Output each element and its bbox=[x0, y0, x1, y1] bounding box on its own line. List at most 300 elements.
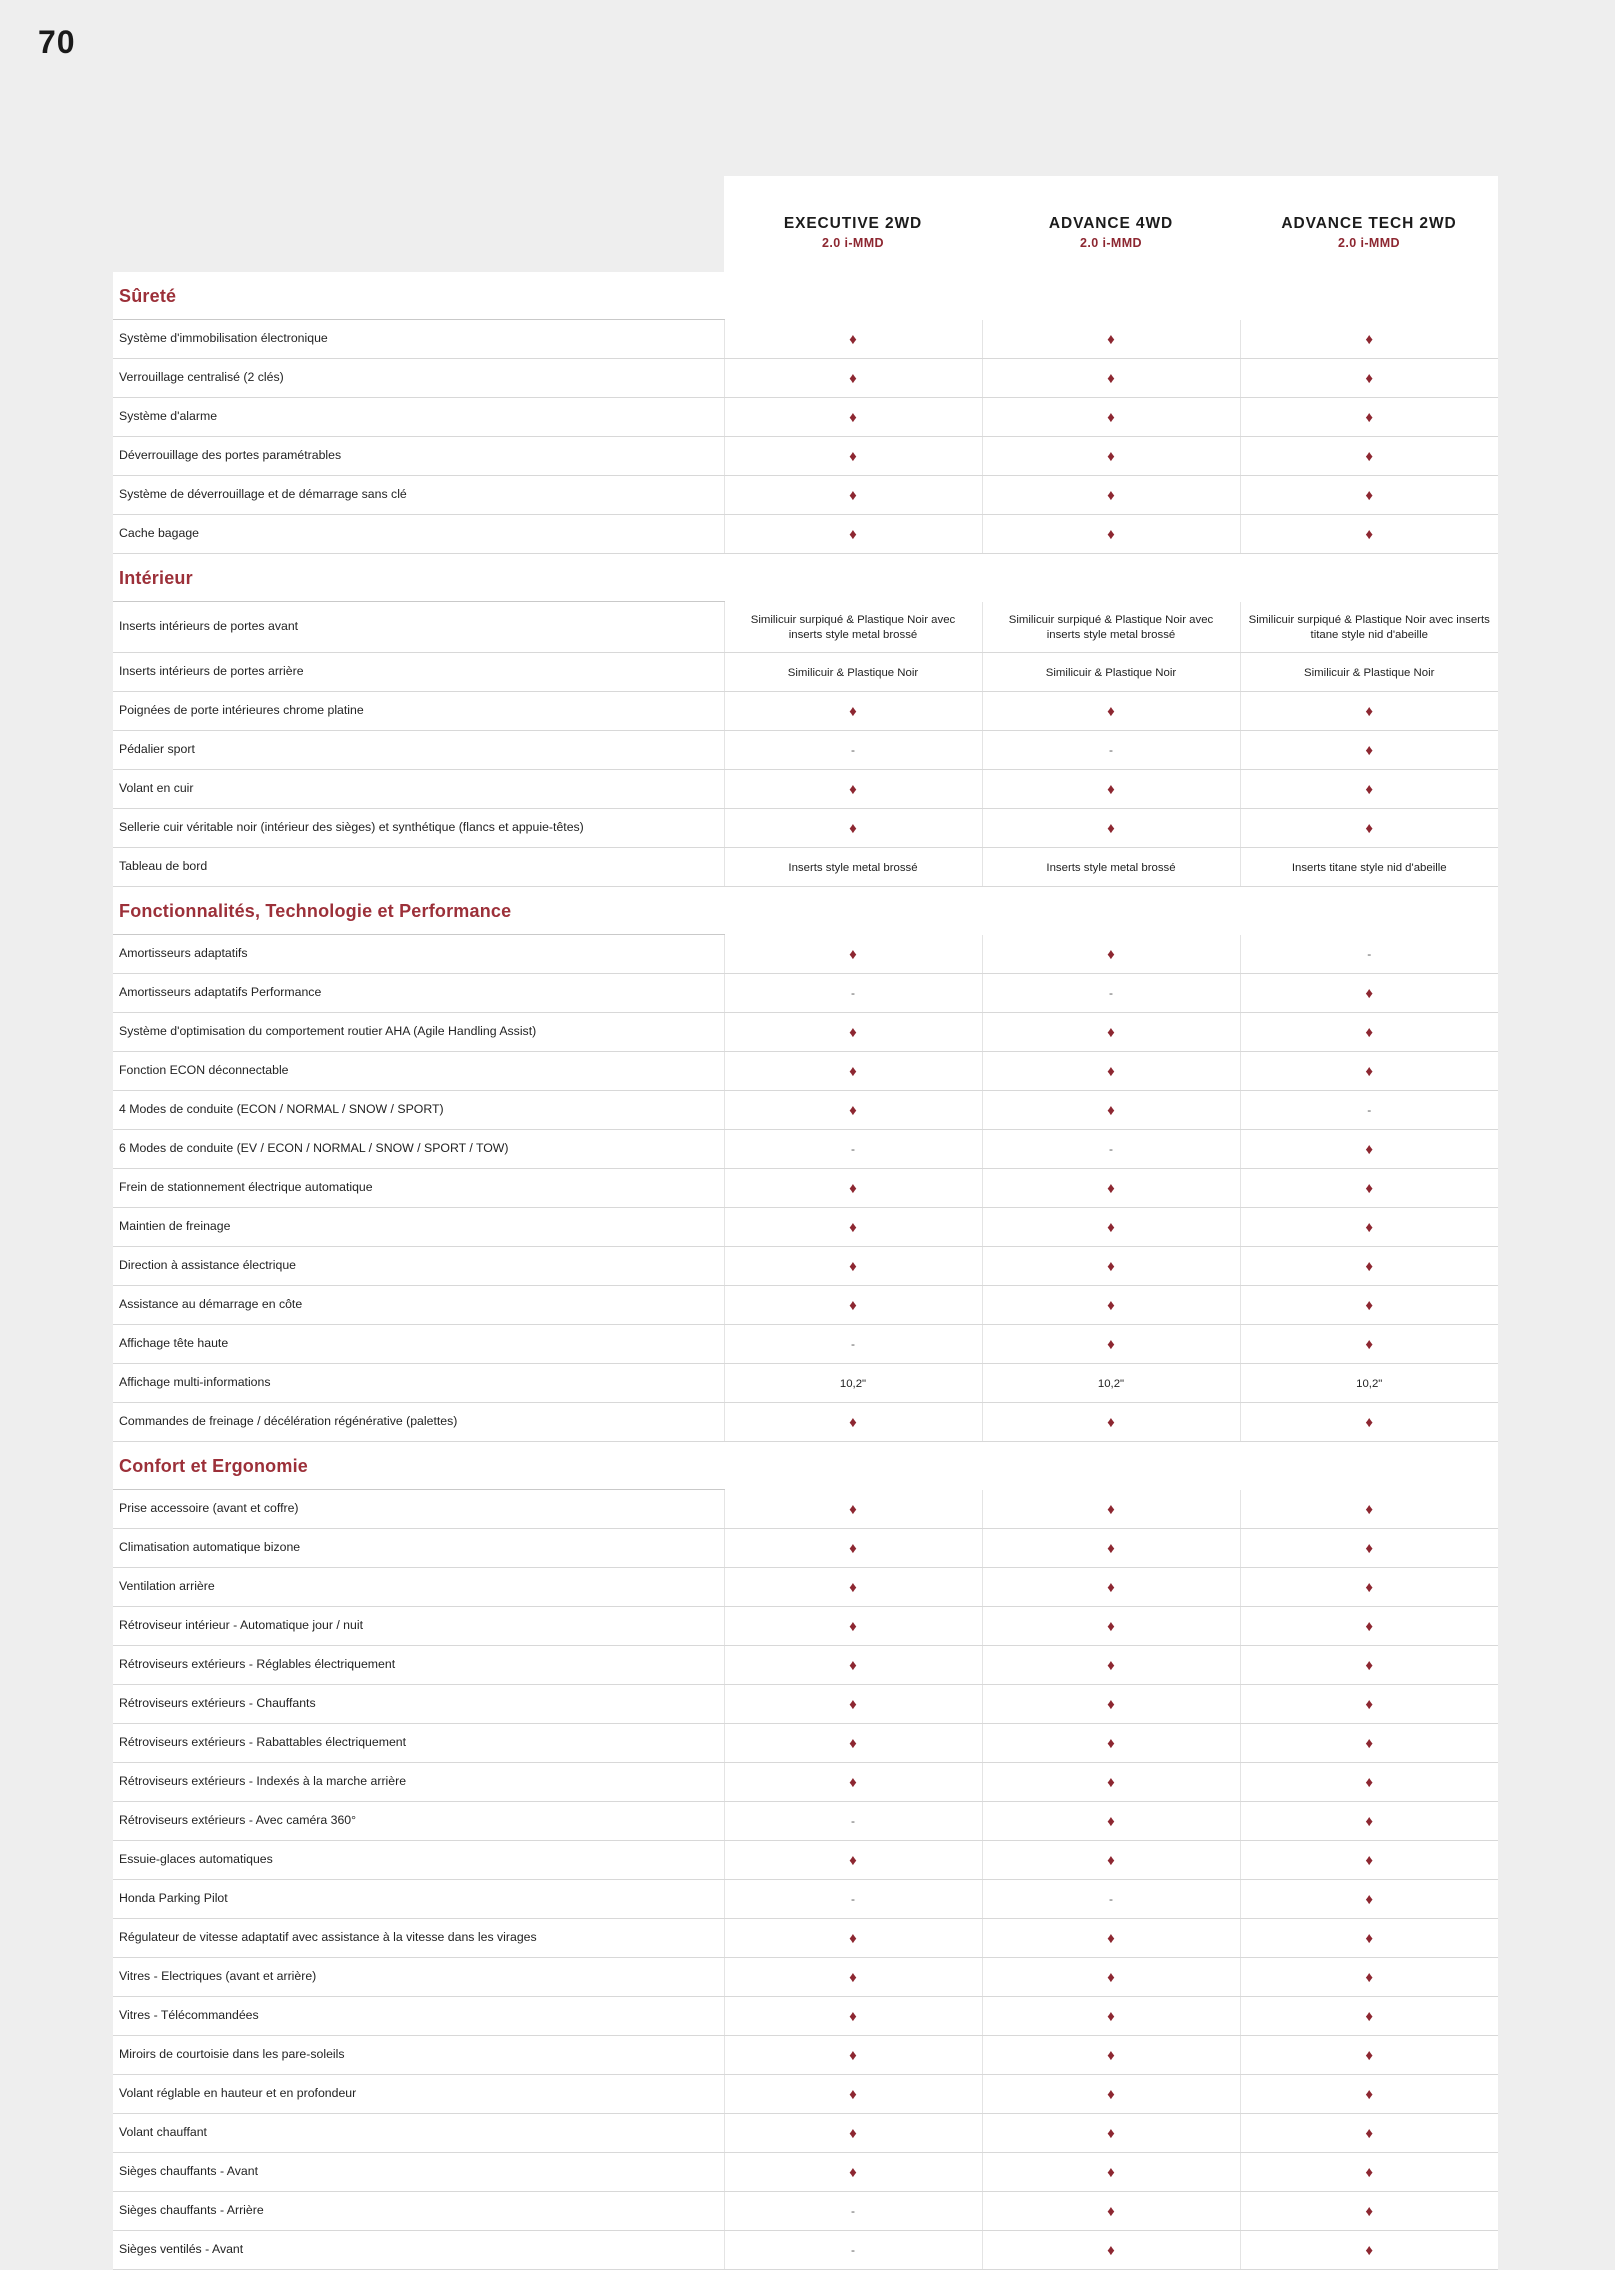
variant-title: ADVANCE 4WD bbox=[1048, 215, 1174, 232]
feature-value bbox=[1240, 1490, 1498, 1529]
feature-label: Vitres - Télécommandées bbox=[113, 1997, 724, 2036]
included-marker-icon: ♦ bbox=[1365, 1969, 1374, 1987]
feature-label: Volant en cuir bbox=[113, 770, 724, 809]
feature-value bbox=[1240, 515, 1498, 554]
feature-label: Cache bagage bbox=[113, 515, 724, 554]
included-marker-icon: ♦ bbox=[849, 1102, 857, 1120]
feature-value bbox=[1240, 359, 1498, 398]
not-available-marker: - bbox=[1367, 946, 1372, 961]
header-feature-blank bbox=[113, 176, 724, 272]
included-marker-icon: ♦ bbox=[1107, 1930, 1115, 1948]
feature-label: Amortisseurs adaptatifs bbox=[113, 935, 724, 974]
included-marker-icon: ♦ bbox=[1365, 487, 1374, 505]
variant-engine: 2.0 i-MMD bbox=[822, 236, 884, 251]
feature-value bbox=[1240, 974, 1498, 1013]
feature-value bbox=[724, 1364, 982, 1403]
feature-value bbox=[724, 2153, 982, 2192]
feature-label: Régulateur de vitesse adaptatif avec assistance à la vitesse dans les virages bbox=[113, 1919, 724, 1958]
feature-value bbox=[982, 1247, 1240, 1286]
feature-label: Prise accessoire (avant et coffre) bbox=[113, 1490, 724, 1529]
feature-label: Inserts intérieurs de portes arrière bbox=[113, 653, 724, 692]
table-row bbox=[113, 1763, 1498, 1802]
feature-value bbox=[1240, 437, 1498, 476]
feature-value bbox=[982, 1685, 1240, 1724]
variant-title: ADVANCE TECH 2WD bbox=[1281, 215, 1457, 232]
feature-value bbox=[724, 1997, 982, 2036]
feature-value bbox=[724, 1802, 982, 1841]
table-row bbox=[113, 1880, 1498, 1919]
feature-value bbox=[982, 1403, 1240, 1442]
feature-value bbox=[1240, 1607, 1498, 1646]
included-marker-icon: ♦ bbox=[1107, 781, 1115, 799]
feature-value bbox=[724, 770, 982, 809]
included-marker-icon: ♦ bbox=[1107, 1102, 1115, 1120]
spec-table-body bbox=[113, 272, 1498, 2270]
included-marker-icon: ♦ bbox=[1365, 1657, 1374, 1675]
feature-value bbox=[982, 1841, 1240, 1880]
included-marker-icon: ♦ bbox=[1107, 409, 1115, 427]
feature-value bbox=[724, 1685, 982, 1724]
feature-value bbox=[1240, 320, 1498, 359]
included-marker-icon: ♦ bbox=[1107, 448, 1115, 466]
section-title: Fonctionnalités, Technologie et Performance bbox=[113, 887, 724, 935]
included-marker-icon: ♦ bbox=[1365, 2164, 1374, 2182]
included-marker-icon: ♦ bbox=[1107, 2125, 1115, 2143]
included-marker-icon: ♦ bbox=[1365, 331, 1374, 349]
included-marker-icon: ♦ bbox=[1107, 2008, 1115, 2026]
feature-value bbox=[982, 1169, 1240, 1208]
table-row bbox=[113, 398, 1498, 437]
table-row bbox=[113, 359, 1498, 398]
page-number: 70 bbox=[38, 24, 76, 60]
section-header-row bbox=[113, 554, 1498, 602]
feature-value bbox=[1240, 2192, 1498, 2231]
feature-value bbox=[724, 1529, 982, 1568]
included-marker-icon: ♦ bbox=[1107, 2242, 1115, 2260]
included-marker-icon: ♦ bbox=[1107, 1852, 1115, 1870]
included-marker-icon: ♦ bbox=[1107, 487, 1115, 505]
feature-value bbox=[724, 1403, 982, 1442]
feature-value bbox=[724, 974, 982, 1013]
included-marker-icon: ♦ bbox=[1107, 526, 1115, 544]
included-marker-icon: ♦ bbox=[849, 1297, 857, 1315]
not-available-marker: - bbox=[1109, 1891, 1113, 1906]
feature-value bbox=[982, 515, 1240, 554]
feature-value bbox=[1240, 1568, 1498, 1607]
table-row bbox=[113, 1091, 1498, 1130]
feature-value bbox=[1240, 1403, 1498, 1442]
feature-value bbox=[724, 809, 982, 848]
not-available-marker: - bbox=[1109, 742, 1113, 757]
feature-label: Maintien de freinage bbox=[113, 1208, 724, 1247]
included-marker-icon: ♦ bbox=[849, 331, 857, 349]
included-marker-icon: ♦ bbox=[849, 2047, 857, 2065]
feature-value bbox=[1240, 1919, 1498, 1958]
feature-value bbox=[982, 2114, 1240, 2153]
included-marker-icon: ♦ bbox=[1107, 2086, 1115, 2104]
feature-value bbox=[982, 2153, 1240, 2192]
included-marker-icon: ♦ bbox=[849, 2008, 857, 2026]
feature-value bbox=[1240, 1247, 1498, 1286]
not-available-marker: - bbox=[1367, 1102, 1372, 1117]
value-text: 10,2" bbox=[1356, 1377, 1383, 1390]
feature-value bbox=[724, 515, 982, 554]
included-marker-icon: ♦ bbox=[1107, 946, 1115, 964]
value-text: 10,2" bbox=[1097, 1377, 1125, 1390]
included-marker-icon: ♦ bbox=[1107, 331, 1115, 349]
feature-value bbox=[724, 1208, 982, 1247]
feature-value bbox=[1240, 2075, 1498, 2114]
feature-value bbox=[1240, 1364, 1498, 1403]
feature-value bbox=[1240, 1997, 1498, 2036]
feature-label: Déverrouillage des portes paramétrables bbox=[113, 437, 724, 476]
feature-label: Amortisseurs adaptatifs Performance bbox=[113, 974, 724, 1013]
included-marker-icon: ♦ bbox=[1365, 1414, 1374, 1432]
included-marker-icon: ♦ bbox=[1365, 1258, 1374, 1276]
feature-value bbox=[1240, 692, 1498, 731]
feature-label: Système d'alarme bbox=[113, 398, 724, 437]
included-marker-icon: ♦ bbox=[1107, 703, 1115, 721]
table-row bbox=[113, 770, 1498, 809]
included-marker-icon: ♦ bbox=[1365, 1579, 1374, 1597]
feature-value bbox=[724, 1169, 982, 1208]
included-marker-icon: ♦ bbox=[1107, 1180, 1115, 1198]
table-row bbox=[113, 653, 1498, 692]
not-available-marker: - bbox=[851, 1336, 855, 1351]
variant-header-2 bbox=[982, 176, 1240, 272]
included-marker-icon: ♦ bbox=[849, 1063, 857, 1081]
included-marker-icon: ♦ bbox=[1107, 1735, 1115, 1753]
feature-value bbox=[1240, 2114, 1498, 2153]
included-marker-icon: ♦ bbox=[1107, 2047, 1115, 2065]
value-text: Similicuir & Plastique Noir bbox=[1045, 666, 1177, 679]
included-marker-icon: ♦ bbox=[1365, 1774, 1374, 1792]
included-marker-icon: ♦ bbox=[849, 1414, 857, 1432]
feature-value bbox=[982, 653, 1240, 692]
included-marker-icon: ♦ bbox=[1365, 1501, 1374, 1519]
included-marker-icon: ♦ bbox=[1365, 1540, 1374, 1558]
included-marker-icon: ♦ bbox=[849, 1969, 857, 1987]
feature-value bbox=[982, 1364, 1240, 1403]
section-header-filler bbox=[724, 887, 1498, 935]
included-marker-icon: ♦ bbox=[849, 1696, 857, 1714]
not-available-marker: - bbox=[851, 2203, 855, 2218]
feature-value bbox=[982, 1208, 1240, 1247]
included-marker-icon: ♦ bbox=[1365, 1219, 1374, 1237]
table-row bbox=[113, 935, 1498, 974]
feature-value bbox=[1240, 476, 1498, 515]
included-marker-icon: ♦ bbox=[849, 370, 857, 388]
feature-label: Frein de stationnement électrique automatique bbox=[113, 1169, 724, 1208]
feature-label: Sièges chauffants - Arrière bbox=[113, 2192, 724, 2231]
feature-value bbox=[1240, 809, 1498, 848]
table-row bbox=[113, 2192, 1498, 2231]
feature-value bbox=[724, 1247, 982, 1286]
feature-value bbox=[982, 848, 1240, 887]
table-row bbox=[113, 848, 1498, 887]
not-available-marker: - bbox=[1109, 985, 1113, 1000]
table-row bbox=[113, 2075, 1498, 2114]
feature-value bbox=[982, 1013, 1240, 1052]
included-marker-icon: ♦ bbox=[1107, 1618, 1115, 1636]
included-marker-icon: ♦ bbox=[1107, 2164, 1115, 2182]
included-marker-icon: ♦ bbox=[1365, 781, 1374, 799]
section-header-filler bbox=[724, 272, 1498, 320]
feature-label: Sellerie cuir véritable noir (intérieur des sièges) et synthétique (flancs et appuie-têtes) bbox=[113, 809, 724, 848]
included-marker-icon: ♦ bbox=[1365, 2008, 1374, 2026]
feature-value bbox=[982, 1568, 1240, 1607]
value-text: Similicuir surpiqué & Plastique Noir avec inserts titane style nid d'abeille bbox=[1248, 613, 1490, 642]
table-row bbox=[113, 1568, 1498, 1607]
included-marker-icon: ♦ bbox=[849, 409, 857, 427]
table-row bbox=[113, 602, 1498, 653]
feature-label: Commandes de freinage / décélération régénérative (palettes) bbox=[113, 1403, 724, 1442]
feature-value bbox=[1240, 1130, 1498, 1169]
included-marker-icon: ♦ bbox=[849, 1735, 857, 1753]
included-marker-icon: ♦ bbox=[849, 703, 857, 721]
feature-value bbox=[1240, 2153, 1498, 2192]
feature-value bbox=[724, 320, 982, 359]
table-row bbox=[113, 1607, 1498, 1646]
value-text: Inserts style metal brossé bbox=[1046, 861, 1176, 874]
value-text: Inserts titane style nid d'abeille bbox=[1291, 861, 1447, 874]
feature-value bbox=[1240, 653, 1498, 692]
feature-value bbox=[724, 398, 982, 437]
feature-label: Rétroviseurs extérieurs - Réglables électriquement bbox=[113, 1646, 724, 1685]
not-available-marker: - bbox=[1109, 1141, 1113, 1156]
included-marker-icon: ♦ bbox=[1365, 1696, 1374, 1714]
feature-label: Vitres - Electriques (avant et arrière) bbox=[113, 1958, 724, 1997]
included-marker-icon: ♦ bbox=[849, 2164, 857, 2182]
section-header-row bbox=[113, 1442, 1498, 1490]
feature-value bbox=[982, 1802, 1240, 1841]
included-marker-icon: ♦ bbox=[849, 1774, 857, 1792]
included-marker-icon: ♦ bbox=[1365, 2086, 1374, 2104]
value-text: Similicuir & Plastique Noir bbox=[787, 666, 919, 679]
section-title: Intérieur bbox=[113, 554, 724, 602]
included-marker-icon: ♦ bbox=[1107, 1774, 1115, 1792]
included-marker-icon: ♦ bbox=[1365, 1813, 1374, 1831]
feature-label: Affichage multi-informations bbox=[113, 1364, 724, 1403]
feature-value bbox=[1240, 1646, 1498, 1685]
included-marker-icon: ♦ bbox=[849, 1540, 857, 1558]
not-available-marker: - bbox=[851, 1891, 855, 1906]
feature-value bbox=[724, 1013, 982, 1052]
feature-value bbox=[724, 437, 982, 476]
feature-value bbox=[724, 692, 982, 731]
variant-header-1 bbox=[724, 176, 982, 272]
included-marker-icon: ♦ bbox=[849, 2125, 857, 2143]
section-title: Sûreté bbox=[113, 272, 724, 320]
feature-label: Volant réglable en hauteur et en profondeur bbox=[113, 2075, 724, 2114]
included-marker-icon: ♦ bbox=[1107, 1969, 1115, 1987]
feature-value bbox=[724, 476, 982, 515]
feature-label: Système de déverrouillage et de démarrage sans clé bbox=[113, 476, 724, 515]
table-row bbox=[113, 1685, 1498, 1724]
feature-value bbox=[982, 437, 1240, 476]
included-marker-icon: ♦ bbox=[1365, 703, 1374, 721]
included-marker-icon: ♦ bbox=[1107, 1024, 1115, 1042]
feature-value bbox=[1240, 731, 1498, 770]
feature-value bbox=[982, 1607, 1240, 1646]
feature-value bbox=[1240, 1685, 1498, 1724]
feature-value bbox=[724, 848, 982, 887]
included-marker-icon: ♦ bbox=[1107, 1219, 1115, 1237]
feature-value bbox=[982, 935, 1240, 974]
table-row bbox=[113, 320, 1498, 359]
feature-value bbox=[1240, 1529, 1498, 1568]
included-marker-icon: ♦ bbox=[1365, 370, 1374, 388]
table-row bbox=[113, 1646, 1498, 1685]
feature-label: Climatisation automatique bizone bbox=[113, 1529, 724, 1568]
included-marker-icon: ♦ bbox=[1365, 2047, 1374, 2065]
section-header-filler bbox=[724, 1442, 1498, 1490]
included-marker-icon: ♦ bbox=[1107, 820, 1115, 838]
feature-value bbox=[982, 1958, 1240, 1997]
table-row bbox=[113, 1841, 1498, 1880]
feature-value bbox=[724, 359, 982, 398]
feature-value bbox=[982, 602, 1240, 653]
variant-engine: 2.0 i-MMD bbox=[1338, 236, 1400, 251]
feature-value bbox=[982, 320, 1240, 359]
included-marker-icon: ♦ bbox=[849, 526, 857, 544]
table-row bbox=[113, 515, 1498, 554]
table-row bbox=[113, 1490, 1498, 1529]
feature-label: Rétroviseurs extérieurs - Chauffants bbox=[113, 1685, 724, 1724]
feature-value bbox=[724, 1763, 982, 1802]
feature-value bbox=[724, 1841, 982, 1880]
feature-value bbox=[982, 1763, 1240, 1802]
feature-value bbox=[724, 1490, 982, 1529]
feature-value bbox=[982, 692, 1240, 731]
included-marker-icon: ♦ bbox=[1365, 2203, 1374, 2221]
included-marker-icon: ♦ bbox=[1365, 1930, 1374, 1948]
feature-label: 4 Modes de conduite (ECON / NORMAL / SNOW / SPORT) bbox=[113, 1091, 724, 1130]
table-row bbox=[113, 809, 1498, 848]
table-row bbox=[113, 1403, 1498, 1442]
feature-value bbox=[724, 1130, 982, 1169]
section-header-row bbox=[113, 272, 1498, 320]
included-marker-icon: ♦ bbox=[1365, 1618, 1374, 1636]
feature-value bbox=[724, 1958, 982, 1997]
included-marker-icon: ♦ bbox=[1365, 448, 1374, 466]
table-row bbox=[113, 731, 1498, 770]
table-row bbox=[113, 2036, 1498, 2075]
included-marker-icon: ♦ bbox=[849, 946, 857, 964]
feature-label: Rétroviseur intérieur - Automatique jour / nuit bbox=[113, 1607, 724, 1646]
included-marker-icon: ♦ bbox=[1107, 1258, 1115, 1276]
feature-label: Direction à assistance électrique bbox=[113, 1247, 724, 1286]
included-marker-icon: ♦ bbox=[849, 1579, 857, 1597]
feature-value bbox=[982, 1529, 1240, 1568]
feature-value bbox=[724, 1325, 982, 1364]
included-marker-icon: ♦ bbox=[1365, 1141, 1374, 1159]
section-header-row bbox=[113, 887, 1498, 935]
spec-table-header bbox=[113, 176, 1498, 272]
included-marker-icon: ♦ bbox=[849, 2086, 857, 2104]
table-row bbox=[113, 974, 1498, 1013]
feature-value bbox=[724, 731, 982, 770]
feature-value bbox=[1240, 2036, 1498, 2075]
value-text: Similicuir surpiqué & Plastique Noir avec inserts style metal brossé bbox=[1008, 613, 1214, 642]
feature-label: Inserts intérieurs de portes avant bbox=[113, 602, 724, 653]
feature-label: Honda Parking Pilot bbox=[113, 1880, 724, 1919]
included-marker-icon: ♦ bbox=[1365, 1297, 1374, 1315]
feature-value bbox=[724, 2231, 982, 2270]
feature-value bbox=[1240, 1208, 1498, 1247]
feature-value bbox=[1240, 1802, 1498, 1841]
table-row bbox=[113, 1364, 1498, 1403]
feature-value bbox=[724, 1607, 982, 1646]
included-marker-icon: ♦ bbox=[1365, 820, 1374, 838]
feature-label: Rétroviseurs extérieurs - Avec caméra 360° bbox=[113, 1802, 724, 1841]
feature-value bbox=[1240, 935, 1498, 974]
table-row bbox=[113, 1169, 1498, 1208]
feature-value bbox=[724, 1091, 982, 1130]
table-row bbox=[113, 1247, 1498, 1286]
included-marker-icon: ♦ bbox=[1107, 1063, 1115, 1081]
included-marker-icon: ♦ bbox=[849, 1657, 857, 1675]
feature-value bbox=[982, 731, 1240, 770]
feature-label: Système d'optimisation du comportement routier AHA (Agile Handling Assist) bbox=[113, 1013, 724, 1052]
feature-value bbox=[724, 1724, 982, 1763]
value-text: Similicuir & Plastique Noir bbox=[1304, 666, 1435, 679]
included-marker-icon: ♦ bbox=[1365, 1024, 1374, 1042]
feature-label: Verrouillage centralisé (2 clés) bbox=[113, 359, 724, 398]
feature-value bbox=[982, 1286, 1240, 1325]
feature-label: Sièges ventilés - Avant bbox=[113, 2231, 724, 2270]
feature-value bbox=[724, 1919, 982, 1958]
feature-value bbox=[982, 809, 1240, 848]
feature-value bbox=[1240, 1763, 1498, 1802]
feature-value bbox=[982, 476, 1240, 515]
feature-label: 6 Modes de conduite (EV / ECON / NORMAL / SNOW / SPORT / TOW) bbox=[113, 1130, 724, 1169]
feature-value bbox=[982, 2231, 1240, 2270]
feature-value bbox=[982, 1997, 1240, 2036]
feature-label: Essuie-glaces automatiques bbox=[113, 1841, 724, 1880]
included-marker-icon: ♦ bbox=[1365, 742, 1374, 760]
feature-value bbox=[1240, 1286, 1498, 1325]
table-row bbox=[113, 692, 1498, 731]
feature-value bbox=[1240, 1052, 1498, 1091]
included-marker-icon: ♦ bbox=[849, 487, 857, 505]
table-row bbox=[113, 1997, 1498, 2036]
variant-engine: 2.0 i-MMD bbox=[1080, 236, 1142, 251]
feature-value bbox=[982, 2075, 1240, 2114]
feature-value bbox=[724, 935, 982, 974]
included-marker-icon: ♦ bbox=[849, 1501, 857, 1519]
feature-value bbox=[982, 1724, 1240, 1763]
feature-value bbox=[982, 770, 1240, 809]
feature-label: Miroirs de courtoisie dans les pare-soleils bbox=[113, 2036, 724, 2075]
feature-value bbox=[1240, 398, 1498, 437]
feature-value bbox=[724, 1286, 982, 1325]
feature-value bbox=[724, 2192, 982, 2231]
feature-value bbox=[1240, 1013, 1498, 1052]
feature-value bbox=[1240, 1724, 1498, 1763]
feature-value bbox=[982, 1490, 1240, 1529]
feature-value bbox=[1240, 848, 1498, 887]
feature-value bbox=[724, 1646, 982, 1685]
feature-value bbox=[982, 1646, 1240, 1685]
feature-value bbox=[1240, 602, 1498, 653]
included-marker-icon: ♦ bbox=[1107, 1414, 1115, 1432]
included-marker-icon: ♦ bbox=[1107, 1813, 1115, 1831]
feature-label: Tableau de bord bbox=[113, 848, 724, 887]
section-title: Confort et Ergonomie bbox=[113, 1442, 724, 1490]
not-available-marker: - bbox=[851, 985, 855, 1000]
value-text: Similicuir surpiqué & Plastique Noir avec inserts style metal brossé bbox=[750, 613, 956, 642]
